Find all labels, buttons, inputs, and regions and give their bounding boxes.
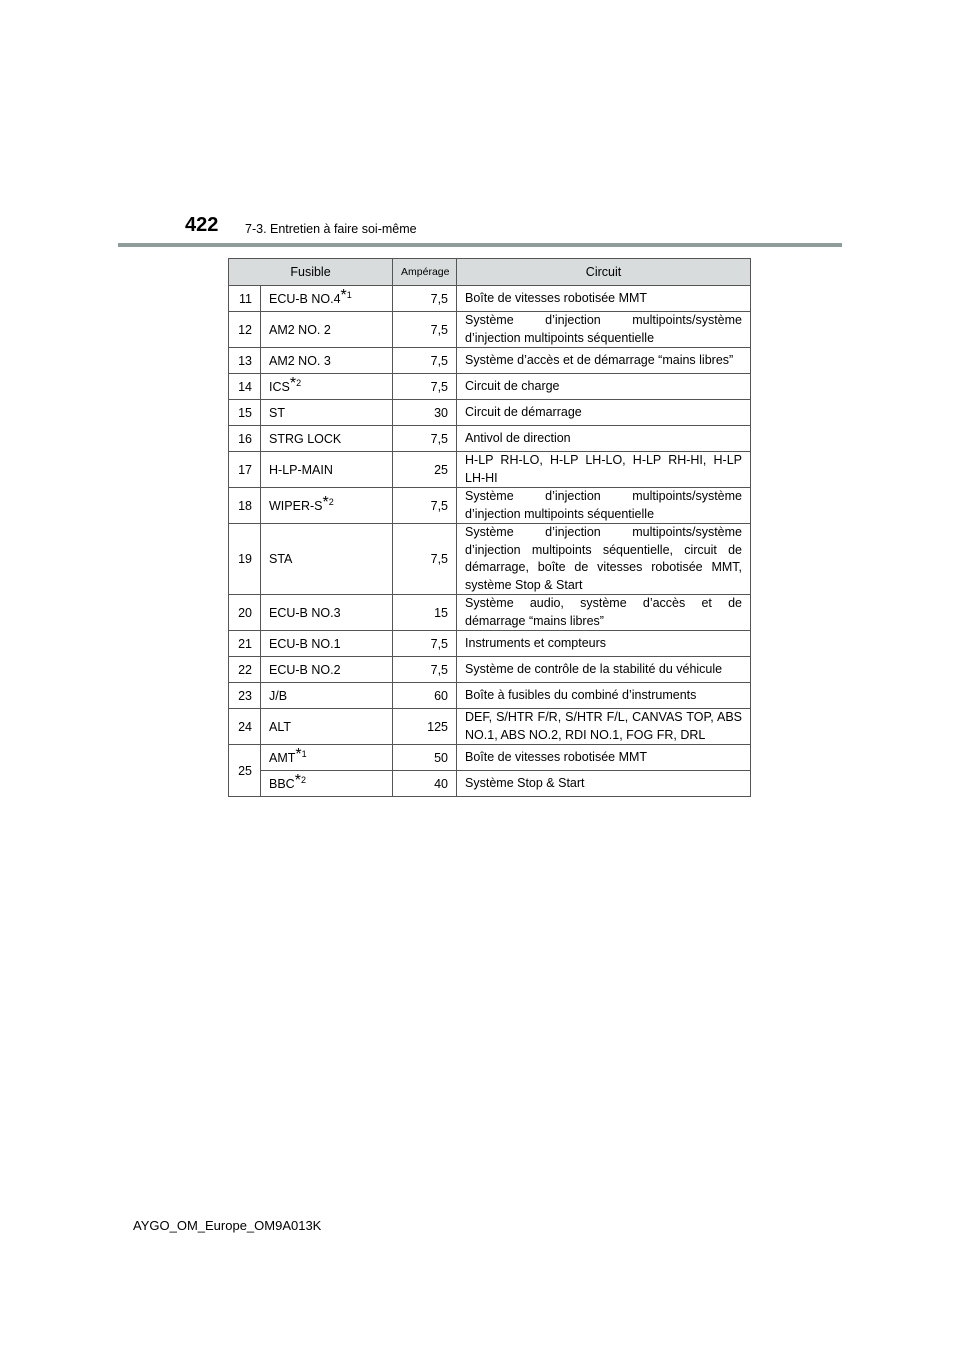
footnote-marker bbox=[322, 493, 334, 511]
fuse-circuit: Boîte de vitesses robotisée MMT bbox=[457, 286, 751, 312]
fuse-name-cell bbox=[261, 488, 393, 524]
fuse-amperage: 7,5 bbox=[393, 488, 457, 524]
fuse-circuit: Système d’injection multipoints/système d’injection multipoints séquentielle, circuit de démarrage, boîte de vitesses robotisée MMT, système Stop & Start bbox=[457, 524, 751, 595]
fuse-circuit: Circuit de charge bbox=[457, 374, 751, 400]
fuse-amperage: 15 bbox=[393, 595, 457, 631]
fuse-name: ECU-B NO.3 bbox=[269, 605, 341, 620]
table-row bbox=[229, 745, 751, 771]
fuse-amperage: 7,5 bbox=[393, 312, 457, 348]
fuse-circuit: Boîte à fusibles du combiné d’instruments bbox=[457, 683, 751, 709]
fuse-circuit: Circuit de démarrage bbox=[457, 400, 751, 426]
fuse-name: STA bbox=[269, 552, 293, 566]
fuse-number: 13 bbox=[229, 348, 261, 374]
fuse-number: 11 bbox=[229, 286, 261, 312]
fuse-amperage: 7,5 bbox=[393, 374, 457, 400]
fuse-circuit: DEF, S/HTR F/R, S/HTR F/L, CANVAS TOP, ABS NO.1, ABS NO.2, RDI NO.1, FOG FR, DRL bbox=[457, 709, 751, 745]
fuse-circuit: Système Stop & Start bbox=[457, 771, 751, 797]
fuse-name: WIPER-S bbox=[269, 498, 323, 513]
fuse-number: 20 bbox=[229, 595, 261, 631]
fuse-amperage: 7,5 bbox=[393, 426, 457, 452]
fuse-name: ECU-B NO.2 bbox=[269, 662, 341, 677]
fuse-amperage: 40 bbox=[393, 771, 457, 797]
fuse-name-cell bbox=[261, 709, 393, 745]
fuse-circuit: Système d’accès et de démarrage “mains libres” bbox=[457, 348, 751, 374]
fuse-amperage: 60 bbox=[393, 683, 457, 709]
fuse-name: ICS bbox=[269, 379, 290, 394]
fuse-amperage: 7,5 bbox=[393, 348, 457, 374]
footnote-marker bbox=[289, 374, 302, 392]
table-row bbox=[229, 312, 751, 348]
fuse-name: ECU-B NO.4 bbox=[269, 291, 341, 306]
fuse-circuit: Système de contrôle de la stabilité du véhicule bbox=[457, 657, 751, 683]
footer-doc-id: AYGO_OM_Europe_OM9A013K bbox=[133, 1218, 322, 1233]
table-row bbox=[229, 488, 751, 524]
fuse-name-cell bbox=[261, 400, 393, 426]
fuse-number: 22 bbox=[229, 657, 261, 683]
fuse-amperage: 50 bbox=[393, 745, 457, 771]
fuse-name-cell bbox=[261, 374, 393, 400]
table-row bbox=[229, 631, 751, 657]
table-row bbox=[229, 657, 751, 683]
section-title: 7-3. Entretien à faire soi-même bbox=[245, 222, 417, 236]
footnote-number: 2 bbox=[296, 377, 302, 388]
table-row bbox=[229, 683, 751, 709]
fuse-amperage: 125 bbox=[393, 709, 457, 745]
fuse-circuit: Système d’injection multipoints/système d’injection multipoints séquentielle bbox=[457, 312, 751, 348]
fuse-number: 25 bbox=[229, 745, 261, 797]
table-row bbox=[229, 524, 751, 595]
fuse-name-cell bbox=[261, 745, 393, 771]
table-row bbox=[229, 348, 751, 374]
header-rule bbox=[118, 243, 842, 247]
footnote-star: * bbox=[289, 374, 297, 392]
column-header-fuse: Fusible bbox=[229, 259, 393, 286]
table-row bbox=[229, 426, 751, 452]
footnote-star: * bbox=[322, 493, 329, 511]
fuse-name-cell bbox=[261, 771, 393, 797]
column-header-amperage: Ampérage bbox=[393, 259, 457, 286]
fuse-amperage: 25 bbox=[393, 452, 457, 488]
fuse-number: 18 bbox=[229, 488, 261, 524]
fuse-circuit: Antivol de direction bbox=[457, 426, 751, 452]
fuse-name-cell bbox=[261, 524, 393, 595]
fuse-name: STRG LOCK bbox=[269, 431, 342, 446]
footnote-marker bbox=[295, 745, 307, 763]
table-row bbox=[229, 400, 751, 426]
fuse-name: AM2 NO. 3 bbox=[269, 353, 331, 368]
fuse-circuit: Boîte de vitesses robotisée MMT bbox=[457, 745, 751, 771]
fuse-name-cell bbox=[261, 312, 393, 348]
table-row bbox=[229, 452, 751, 488]
page-number: 422 bbox=[185, 214, 219, 236]
fuse-name-cell bbox=[261, 286, 393, 312]
fuse-number: 12 bbox=[229, 312, 261, 348]
fuse-name-cell bbox=[261, 657, 393, 683]
fuse-amperage: 30 bbox=[393, 400, 457, 426]
fuse-amperage: 7,5 bbox=[393, 657, 457, 683]
fuse-number: 16 bbox=[229, 426, 261, 452]
table-row bbox=[229, 709, 751, 745]
table-row bbox=[229, 595, 751, 631]
fuse-name-cell bbox=[261, 452, 393, 488]
footnote-star: * bbox=[295, 745, 302, 763]
fuse-amperage: 7,5 bbox=[393, 286, 457, 312]
fuse-number: 14 bbox=[229, 374, 261, 400]
fuse-circuit: Système d’injection multipoints/système d’injection multipoints séquentielle bbox=[457, 488, 751, 524]
fuse-name-cell bbox=[261, 426, 393, 452]
fuse-circuit: Système audio, système d’accès et de démarrage “mains libres” bbox=[457, 595, 751, 631]
table-row bbox=[229, 374, 751, 400]
fuse-name: ECU-B NO.1 bbox=[269, 636, 341, 651]
fuse-name-cell bbox=[261, 595, 393, 631]
fuse-circuit: Instruments et compteurs bbox=[457, 631, 751, 657]
fuse-number: 15 bbox=[229, 400, 261, 426]
footnote-number: 2 bbox=[300, 774, 306, 785]
fuse-circuit: H-LP RH-LO, H-LP LH-LO, H-LP RH-HI, H-LP LH-HI bbox=[457, 452, 751, 488]
column-header-circuit: Circuit bbox=[457, 259, 751, 286]
fuse-amperage: 7,5 bbox=[393, 631, 457, 657]
fuse-number: 21 bbox=[229, 631, 261, 657]
footnote-number: 2 bbox=[328, 496, 334, 507]
fuse-number: 24 bbox=[229, 709, 261, 745]
fuse-number: 17 bbox=[229, 452, 261, 488]
table-row bbox=[229, 771, 751, 797]
fuse-table bbox=[228, 258, 751, 797]
fuse-name: ALT bbox=[269, 719, 291, 734]
fuse-name: H-LP-MAIN bbox=[269, 462, 333, 477]
footnote-star: * bbox=[294, 771, 301, 789]
fuse-number: 19 bbox=[229, 524, 261, 595]
fuse-name: J/B bbox=[269, 688, 288, 703]
fuse-name: BBC bbox=[269, 776, 295, 791]
fuse-name: ST bbox=[269, 405, 285, 420]
footnote-number: 1 bbox=[346, 289, 352, 300]
table-header-row bbox=[229, 259, 751, 286]
table-body bbox=[229, 286, 751, 797]
fuse-name-cell bbox=[261, 683, 393, 709]
fuse-number: 23 bbox=[229, 683, 261, 709]
table-row bbox=[229, 286, 751, 312]
fuse-amperage: 7,5 bbox=[393, 524, 457, 595]
footnote-star: * bbox=[340, 286, 347, 304]
footnote-marker bbox=[340, 286, 352, 304]
fuse-name: AMT bbox=[269, 750, 296, 765]
footnote-marker bbox=[294, 771, 306, 789]
fuse-name: AM2 NO. 2 bbox=[269, 322, 331, 337]
fuse-name-cell bbox=[261, 631, 393, 657]
footnote-number: 1 bbox=[301, 748, 307, 759]
fuse-name-cell bbox=[261, 348, 393, 374]
